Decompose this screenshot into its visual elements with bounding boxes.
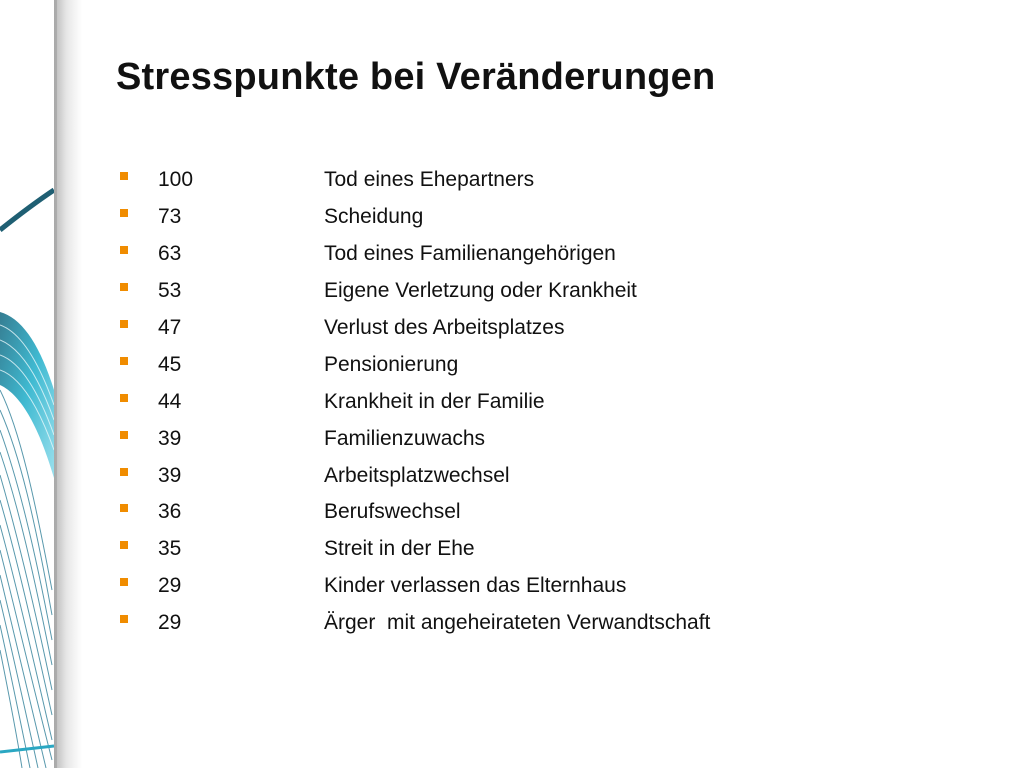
square-bullet-icon xyxy=(120,394,128,402)
stress-score: 45 xyxy=(158,352,182,376)
stress-score: 29 xyxy=(158,574,182,598)
life-event: Kinder verlassen das Elternhaus xyxy=(324,574,627,598)
life-event: Pensionierung xyxy=(324,352,459,376)
square-bullet-icon xyxy=(120,320,128,328)
life-event: Tod eines Familienangehörigen xyxy=(324,242,616,266)
stress-score: 39 xyxy=(158,426,182,450)
stress-score: 35 xyxy=(158,537,182,561)
square-bullet-icon xyxy=(120,172,128,180)
square-bullet-icon xyxy=(120,541,128,549)
life-event: Krankheit in der Familie xyxy=(324,389,545,413)
life-event: Familienzuwachs xyxy=(324,426,486,450)
life-event: Tod eines Ehepartners xyxy=(324,168,535,192)
square-bullet-icon xyxy=(120,431,128,439)
list-item xyxy=(120,568,710,605)
life-event: Verlust des Arbeitsplatzes xyxy=(324,316,565,339)
decorative-side-graphic xyxy=(0,0,82,768)
square-bullet-icon xyxy=(120,209,128,217)
square-bullet-icon xyxy=(120,357,128,365)
square-bullet-icon xyxy=(120,246,128,254)
list-item xyxy=(120,420,710,457)
square-bullet-icon xyxy=(120,504,128,512)
list-item xyxy=(120,457,710,494)
square-bullet-icon xyxy=(120,578,128,586)
list-item xyxy=(120,199,710,236)
life-event: Arbeitsplatzwechsel xyxy=(324,463,510,487)
square-bullet-icon xyxy=(120,468,128,476)
list-item xyxy=(120,236,710,273)
page-title: Stresspunkte bei Veränderungen xyxy=(116,56,716,98)
stress-score: 47 xyxy=(158,316,182,339)
stress-score: 39 xyxy=(158,463,182,487)
life-event: Eigene Verletzung oder Krankheit xyxy=(324,279,637,303)
stress-score: 36 xyxy=(158,500,182,524)
stress-points-list xyxy=(120,162,710,642)
stress-score: 100 xyxy=(158,168,194,192)
square-bullet-icon xyxy=(120,283,128,291)
list-item xyxy=(120,494,710,531)
life-event: Streit in der Ehe xyxy=(324,537,475,561)
wave-lines-graphic xyxy=(0,0,82,768)
life-event: Berufswechsel xyxy=(324,500,461,524)
life-event: Scheidung xyxy=(324,205,424,229)
stress-score: 29 xyxy=(158,611,182,635)
stress-score: 44 xyxy=(158,389,182,413)
stress-score: 63 xyxy=(158,242,182,266)
list-item xyxy=(120,531,710,568)
square-bullet-icon xyxy=(120,615,128,623)
list-item xyxy=(120,273,710,310)
list-item xyxy=(120,346,710,383)
list-item xyxy=(120,310,710,347)
list-item xyxy=(120,162,710,199)
list-item xyxy=(120,605,710,642)
stress-score: 73 xyxy=(158,205,182,229)
stress-score: 53 xyxy=(158,279,182,303)
life-event: Ärger mit angeheirateten Verwandtschaft xyxy=(324,611,711,635)
list-item xyxy=(120,383,710,420)
